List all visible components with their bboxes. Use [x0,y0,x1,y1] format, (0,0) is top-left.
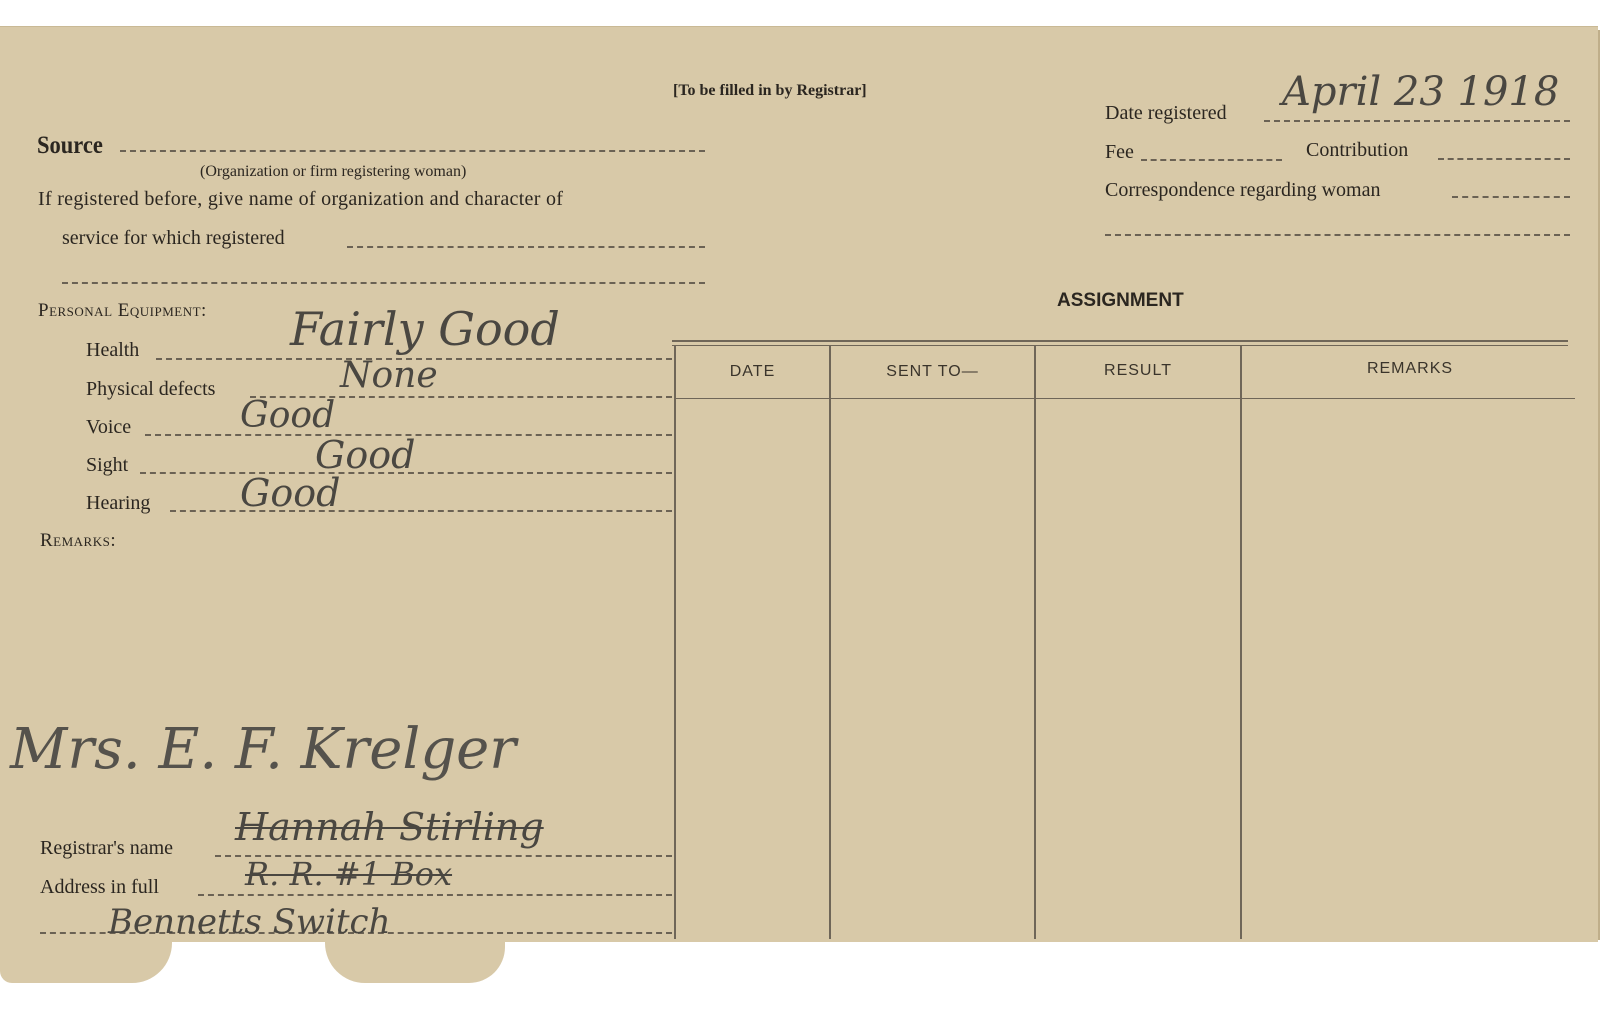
prev-registration-extra-line [62,282,705,284]
voice-label: Voice [86,416,132,438]
hearing-label: Hearing [86,492,151,514]
registrar-note: [To be filled in by Registrar] [673,82,867,99]
prev-registration-fill [347,246,705,248]
column-header-result: RESULT [1104,362,1172,379]
card-tab-middle [325,935,505,983]
physical-defects-label: Physical defects [86,378,216,400]
prev-registration-line2: service for which registered [62,227,285,249]
table-divider-1 [829,345,831,939]
address-line2-value: Bennetts Switch [108,902,391,942]
prev-registration-line1: If registered before, give name of organization and character of [38,188,564,210]
personal-equipment-title: Personal Equipment: [38,300,207,321]
assignment-top-rule [672,340,1568,342]
table-left-border [674,345,676,939]
sight-value: Good [315,433,416,477]
column-header-sent-to: SENT TO— [886,363,979,380]
card-tab-left [0,935,172,983]
column-header-remarks: REMARKS [1366,360,1454,377]
health-value: Fairly Good [290,302,560,356]
fee-line [1141,159,1282,161]
health-label: Health [86,339,140,361]
correspondence-line [1452,196,1570,198]
address-line1-value: R. R. #1 Box [245,855,453,893]
table-divider-2 [1034,345,1036,939]
correspondence-extra-line [1105,234,1570,236]
date-registered-value: April 23 1918 [1282,69,1560,115]
assignment-title: ASSIGNMENT [1057,290,1184,311]
contribution-label: Contribution [1306,139,1409,161]
sight-label: Sight [86,454,129,476]
remarks-label: Remarks: [40,530,117,551]
date-registered-label: Date registered [1105,102,1227,124]
assignment-top-rule-2 [672,345,1568,346]
column-header-date: DATE [729,363,776,380]
applicant-name: Mrs. E. F. Krelger [10,717,517,782]
correspondence-label: Correspondence regarding woman [1105,179,1381,201]
registrar-name-value: Hannah Stirling [235,805,544,849]
fee-label: Fee [1105,141,1134,163]
source-label: Source [37,132,103,159]
table-divider-3 [1240,345,1242,939]
source-line [120,150,705,152]
address-label: Address in full [40,876,159,898]
address-line [198,894,672,896]
hearing-value: Good [240,471,341,515]
date-registered-line [1264,120,1570,122]
assignment-header-rule [675,398,1575,399]
voice-value: Good [240,395,336,436]
source-sublabel: (Organization or firm registering woman) [200,163,467,180]
physical-defects-value: None [340,355,438,396]
contribution-line [1438,158,1570,160]
registrar-name-label: Registrar's name [40,837,174,859]
